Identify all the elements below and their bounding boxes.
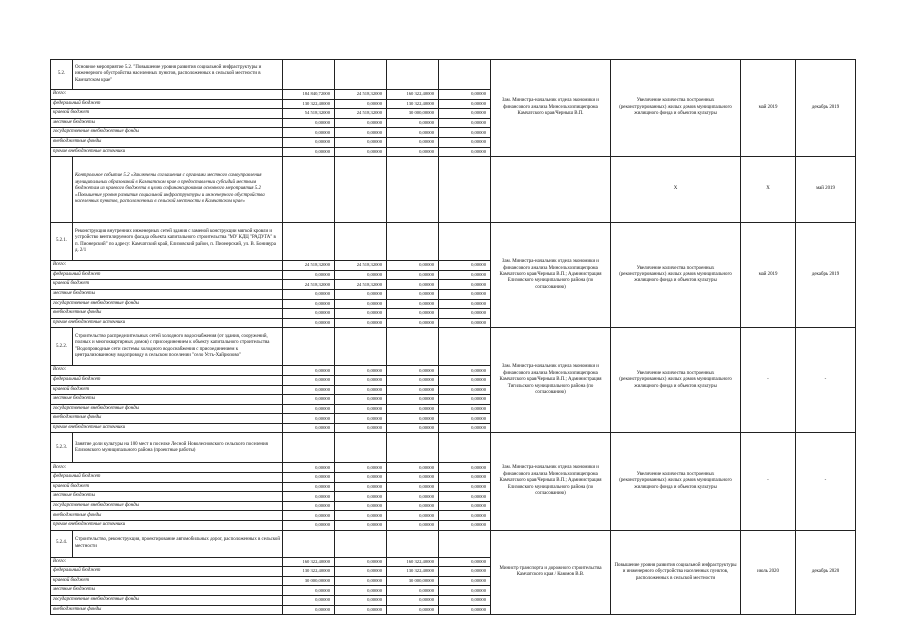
amount-cell: 0,00000 [335,128,387,138]
amount-cell: 0,00000 [439,576,491,586]
amount-cell: 0,00000 [439,404,491,414]
empty-cell [283,157,335,223]
responsible-executor: Зам. Министра-начальник отдела экономики и финансового анализа Минсельхозпищепрома Камчатского края/Черныш В.П. [491,60,611,157]
amount-cell: 0,00000 [439,299,491,309]
amount-cell: 0,00000 [283,385,335,395]
amount-cell: 0,00000 [439,482,491,492]
section-code: 5.2. [51,60,73,90]
amount-cell: 0,00000 [387,366,439,376]
funding-source-label: федеральный бюджет [51,375,283,385]
funding-source-label: местные бюджеты [51,586,283,596]
funding-source-label: краевой бюджет [51,109,283,119]
amount-cell: 0,00000 [439,318,491,328]
amount-cell: 0,00000 [439,473,491,483]
start-date: май 2019 [741,223,796,328]
section-code: 5.2.1. [51,223,73,261]
amount-cell: 0,00000 [439,109,491,119]
amount-cell: 0,00000 [439,596,491,606]
amount-cell: 0,00000 [387,147,439,157]
amount-cell: 0,00000 [439,366,491,376]
funding-source-label: федеральный бюджет [51,567,283,577]
funding-source-label: федеральный бюджет [51,473,283,483]
funding-source-label: внебюджетные фонды [51,605,283,615]
empty-cell [439,223,491,261]
amount-cell: 0,00000 [335,463,387,473]
amount-cell: 0,00000 [387,395,439,405]
amount-cell: 0,00000 [335,289,387,299]
empty-cell [439,157,491,223]
amount-cell: 160 322,40000 [283,557,335,567]
empty-cell [335,328,387,366]
amount-cell: 0,00000 [439,99,491,109]
amount-cell: 0,00000 [387,299,439,309]
expected-result: Повышение уровня развития социальной инфраструктуры и инженерного обустройства населенных пунктов, расположенных в сельской местности [611,530,741,615]
funding-source-label: Всего: [51,463,283,473]
empty-cell [439,530,491,557]
empty-cell [387,223,439,261]
end-date: декабрь 2020 [796,530,856,615]
end-date: декабрь 2019 [796,60,856,157]
section-title: Строительство распределительных сетей холодного водоснабжения (от здания, сооружений, полных и многоквартирных домов) с присоединением к объекту капитального строительства "Водопроводные сети системы холодного водоснабжения с присоединением к централизованному водопроводу в сельском поселении "село Усть-Хайрюзово" [73,328,283,366]
amount-cell: 0,00000 [439,423,491,433]
empty-cell [335,530,387,557]
amount-cell: 0,00000 [283,482,335,492]
amount-cell: 0,00000 [283,404,335,414]
amount-cell: 0,00000 [387,128,439,138]
amount-cell: 0,00000 [439,90,491,100]
funding-source-label: краевой бюджет [51,280,283,290]
amount-cell: 24 518,32000 [335,109,387,119]
amount-cell: 0,00000 [387,473,439,483]
start-date: - [741,433,796,530]
amount-cell: 0,00000 [439,118,491,128]
amount-cell: 0,00000 [335,596,387,606]
amount-cell: 0,00000 [335,137,387,147]
funding-source-label: Всего: [51,261,283,271]
amount-cell: 0,00000 [387,137,439,147]
amount-cell: 0,00000 [335,501,387,511]
amount-cell: 0,00000 [439,605,491,615]
amount-cell: 0,00000 [439,270,491,280]
start-date: июль 2020 [741,530,796,615]
amount-cell: 0,00000 [387,375,439,385]
expected-result: Увеличение количества построенных (реконструированных) жилых домов муниципального жилищного фонда и объектов культуры [611,60,741,157]
amount-cell: 0,00000 [387,586,439,596]
amount-cell: 0,00000 [439,511,491,521]
amount-cell: 0,00000 [387,463,439,473]
amount-cell: 0,00000 [335,375,387,385]
responsible-executor: Зам. Министра-начальник отдела экономики и финансового анализа Минсельхозпищепрома Камчатского края/Черныш В.П.; Администрация Елизовского муниципального района (по согласованию) [491,433,611,530]
empty-cell [387,433,439,463]
empty-cell [335,60,387,90]
table-body [51,60,856,615]
section-title-row [51,530,856,557]
amount-cell: 54 518,32000 [283,109,335,119]
amount-cell: 0,00000 [335,318,387,328]
section-code: 5.2.3. [51,433,73,463]
amount-cell: 0,00000 [439,280,491,290]
amount-cell: 0,00000 [439,463,491,473]
amount-cell: 0,00000 [283,463,335,473]
amount-cell: 0,00000 [439,385,491,395]
amount-cell: 0,00000 [387,289,439,299]
funding-source-label: Всего: [51,366,283,376]
amount-cell: 0,00000 [283,289,335,299]
expected-result: Увеличение количества построенных (реконструированных) жилых домов муниципального жилищного фонда и объектов культуры [611,223,741,328]
amount-cell: 130 322,40000 [283,99,335,109]
empty-cell [283,328,335,366]
amount-cell: 0,00000 [283,492,335,502]
amount-cell: 0,00000 [439,557,491,567]
amount-cell: 0,00000 [439,147,491,157]
empty-cell [387,60,439,90]
empty-cell [51,157,73,223]
funding-source-label: местные бюджеты [51,395,283,405]
amount-cell: 0,00000 [387,270,439,280]
funding-source-label: внебюджетные фонды [51,511,283,521]
amount-cell: 0,00000 [439,567,491,577]
amount-cell: 0,00000 [335,118,387,128]
funding-source-label: Всего: [51,90,283,100]
funding-source-label: государственные внебюджетные фонды [51,128,283,138]
amount-cell: 0,00000 [283,270,335,280]
amount-cell: 0,00000 [283,147,335,157]
amount-cell: 160 322,40000 [387,90,439,100]
amount-cell: 0,00000 [335,567,387,577]
amount-cell: 0,00000 [283,299,335,309]
control-x-mark: Х [741,157,796,223]
expected-result: Увеличение количества построенных (реконструированных) жилых домов муниципального жилищного фонда и объектов культуры [611,433,741,530]
amount-cell: 24 518,32000 [283,280,335,290]
responsible-executor: Зам. Министра-начальник отдела экономики и финансового анализа Минсельхозпищепрома Камчатского края/Черныш В.П.; Администрация Тигильского муниципального района (по согласованию) [491,328,611,433]
amount-cell: 160 322,40000 [387,557,439,567]
funding-source-label: внебюджетные фонды [51,137,283,147]
empty-cell [283,433,335,463]
empty-cell [335,433,387,463]
amount-cell: 0,00000 [283,596,335,606]
funding-source-label: государственные внебюджетные фонды [51,299,283,309]
amount-cell: 0,00000 [387,404,439,414]
amount-cell: 0,00000 [283,318,335,328]
amount-cell: 0,00000 [439,586,491,596]
funding-source-label: внебюджетные фонды [51,309,283,319]
funding-source-label: федеральный бюджет [51,270,283,280]
amount-cell: 0,00000 [335,395,387,405]
funding-source-label: прочие внебюджетные источники [51,423,283,433]
amount-cell: 0,00000 [335,99,387,109]
section-title-row [51,223,856,261]
amount-cell: 0,00000 [335,511,387,521]
amount-cell: 0,00000 [335,270,387,280]
amount-cell: 0,00000 [387,492,439,502]
amount-cell: 0,00000 [335,366,387,376]
funding-source-label: Всего: [51,557,283,567]
amount-cell: 0,00000 [387,605,439,615]
start-date: май 2019 [741,60,796,157]
amount-cell: 0,00000 [335,299,387,309]
empty-cell [283,530,335,557]
empty-cell [387,157,439,223]
control-event-text: Контрольное событие 5.2 «Заключены соглашения с органами местного самоуправления муниципальных образований в Камчатском крае о предоставлении субсидий местным бюджетам из краевого бюджета в целях софинансирования основного мероприятия 5.2 «Повышение уровня развития социальной инфраструктуры и инженерного обустройства населенных пунктов, расположенных в сельской местности в Камчатском крае» [73,157,283,223]
responsible-executor: Зам. Министра-начальник отдела экономики и финансового анализа Минсельхозпищепрома Камчатского края/Черныш В.П.; Администрация Елизовского муниципального района (по согласованию) [491,223,611,328]
amount-cell: 0,00000 [387,261,439,271]
control-date: май 2019 [796,157,856,223]
amount-cell: 0,00000 [335,385,387,395]
funding-source-label: федеральный бюджет [51,99,283,109]
amount-cell: 0,00000 [335,492,387,502]
end-date: - [796,433,856,530]
amount-cell: 130 322,40000 [387,567,439,577]
section-title-row [51,60,856,90]
section-code: 5.2.4. [51,530,73,557]
section-title: Строительство, реконструкция, проектирование автомобильных дорог, расположенных в сельской местности [73,530,283,557]
empty-cell [387,530,439,557]
expected-result: Увеличение количества построенных (реконструированных) жилых домов муниципального жилищного фонда и объектов культуры [611,328,741,433]
amount-cell: 0,00000 [387,280,439,290]
amount-cell: 0,00000 [335,414,387,424]
amount-cell: 0,00000 [283,473,335,483]
amount-cell: 0,00000 [335,147,387,157]
amount-cell: 0,00000 [335,586,387,596]
funding-source-label: государственные внебюджетные фонды [51,596,283,606]
empty-cell [387,328,439,366]
section-title-row [51,328,856,366]
funding-source-label: прочие внебюджетные источники [51,521,283,531]
amount-cell: 0,00000 [335,521,387,531]
amount-cell: 0,00000 [439,395,491,405]
empty-cell [439,60,491,90]
funding-source-label: краевой бюджет [51,482,283,492]
document-page [50,59,855,615]
amount-cell: 24 518,32000 [335,280,387,290]
amount-cell: 0,00000 [439,492,491,502]
funding-source-label: местные бюджеты [51,492,283,502]
amount-cell: 0,00000 [387,385,439,395]
control-x-mark: Х [611,157,741,223]
amount-cell: 0,00000 [283,586,335,596]
amount-cell: 0,00000 [439,309,491,319]
amount-cell: 0,00000 [387,118,439,128]
funding-source-label: краевой бюджет [51,385,283,395]
funding-source-label: краевой бюджет [51,576,283,586]
amount-cell: 0,00000 [283,366,335,376]
amount-cell: 0,00000 [335,404,387,414]
amount-cell: 0,00000 [439,501,491,511]
amount-cell: 0,00000 [439,137,491,147]
amount-cell: 24 518,32000 [335,90,387,100]
amount-cell: 0,00000 [283,118,335,128]
amount-cell: 0,00000 [283,395,335,405]
empty-cell [491,157,611,223]
end-date: декабрь 2019 [796,223,856,328]
amount-cell: 0,00000 [335,576,387,586]
amount-cell: 30 000,00000 [283,576,335,586]
empty-cell [283,223,335,261]
amount-cell: 0,00000 [283,521,335,531]
amount-cell: 130 322,40000 [387,99,439,109]
funding-source-label: прочие внебюджетные источники [51,318,283,328]
empty-cell [335,223,387,261]
amount-cell: 0,00000 [387,309,439,319]
amount-cell: 30 000,00000 [387,576,439,586]
amount-cell: 0,00000 [335,557,387,567]
end-date: - [796,328,856,433]
section-title: Занятие доли культуры на 100 мест в поселке Лесной Новолесновского сельского поселения Елизовского муниципального района (проектные работы) [73,433,283,463]
amount-cell: 0,00000 [439,128,491,138]
funding-source-label: прочие внебюджетные источники [51,147,283,157]
funding-source-label: государственные внебюджетные фонды [51,404,283,414]
amount-cell: 0,00000 [283,375,335,385]
amount-cell: 0,00000 [335,605,387,615]
amount-cell: 0,00000 [283,501,335,511]
section-title-row [51,433,856,463]
amount-cell: 0,00000 [439,521,491,531]
amount-cell: 0,00000 [387,423,439,433]
funding-source-label: местные бюджеты [51,289,283,299]
funding-source-label: местные бюджеты [51,118,283,128]
amount-cell: 30 000,00000 [387,109,439,119]
amount-cell: 0,00000 [439,289,491,299]
amount-cell: 24 518,32000 [335,261,387,271]
amount-cell: 184 840,72000 [283,90,335,100]
control-event-row [51,157,856,223]
amount-cell: 0,00000 [283,414,335,424]
amount-cell: 0,00000 [387,482,439,492]
amount-cell: 0,00000 [283,605,335,615]
empty-cell [439,433,491,463]
amount-cell: 0,00000 [335,423,387,433]
section-title: Реконструкция внутренних инженерных сетей здания с заменой конструкции мягкой кровли и устройство вентилируемого фасада объекта капитального строительства "МУ КДЦ "РАДУГА" в п. Пионерский" по адресу: Камчатский край, Елизовский район, п. Пионерский, ул. В. Бонивура д. 2/1 [73,223,283,261]
amount-cell: 0,00000 [283,309,335,319]
amount-cell: 0,00000 [283,423,335,433]
program-events-table [50,59,856,615]
amount-cell: 0,00000 [335,309,387,319]
funding-source-label: государственные внебюджетные фонды [51,501,283,511]
empty-cell [335,157,387,223]
amount-cell: 0,00000 [387,596,439,606]
amount-cell: 0,00000 [387,414,439,424]
amount-cell: 0,00000 [283,511,335,521]
amount-cell: 0,00000 [387,511,439,521]
amount-cell: 0,00000 [439,414,491,424]
amount-cell: 0,00000 [387,318,439,328]
amount-cell: 0,00000 [335,482,387,492]
responsible-executor: Министр транспорта и дорожного строительства Камчатского края / Каюмов В.В. [491,530,611,615]
amount-cell: 24 518,32000 [283,261,335,271]
empty-cell [439,328,491,366]
section-code: 5.2.2. [51,328,73,366]
amount-cell: 0,00000 [439,261,491,271]
amount-cell: 0,00000 [387,501,439,511]
amount-cell: 0,00000 [387,521,439,531]
funding-source-label: внебюджетные фонды [51,414,283,424]
section-title: Основное мероприятие 5.2. "Повышение уровня развития социальной инфраструктуры и инженерного обустройства населенных пунктов, расположенных в сельской местности в Камчатском крае" [73,60,283,90]
amount-cell: 0,00000 [439,375,491,385]
amount-cell: 130 322,40000 [283,567,335,577]
amount-cell: 0,00000 [283,128,335,138]
amount-cell: 0,00000 [283,137,335,147]
amount-cell: 0,00000 [335,473,387,483]
empty-cell [283,60,335,90]
start-date: - [741,328,796,433]
